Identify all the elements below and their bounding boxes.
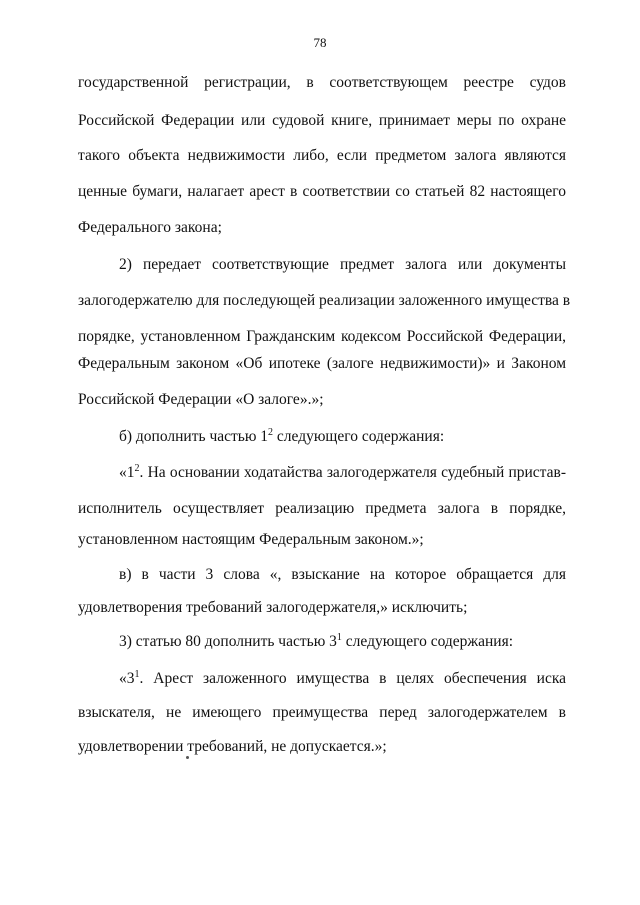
text-fragment: б) дополнить частью 1 [119,428,269,445]
text-fragment: . На основании ходатайства залогодержателя судебный пристав- [139,464,566,481]
text-line [119,427,566,447]
text-fragment: «3 [119,670,135,687]
text-line: порядке, установленном Гражданским кодексом Российской Федерации, [78,328,566,345]
text-line: удовлетворении требований, не допускается.»; [78,738,387,755]
text-fragment: «1 [119,464,135,481]
text-line: исполнитель осуществляет реализацию предмета залога в порядке, [78,500,566,517]
text-line [119,632,566,652]
text-fragment: 3) статью 80 дополнить частью 3 [119,633,337,650]
text-line: удовлетворения требований залогодержателя,» исключить; [78,599,468,616]
text-line: государственной регистрации, в соответствующем реестре судов [78,74,566,91]
superscript: 2 [134,462,140,474]
text-line: установленном настоящим Федеральным законом.»; [78,531,424,548]
text-line: Федерального закона; [78,219,222,236]
text-line: такого объекта недвижимости либо, если предметом залога являются [78,147,566,164]
text-line [119,669,566,689]
text-line: в) в части 3 слова «, взыскание на которое обращается для [119,566,566,583]
scan-speck [186,756,189,759]
text-line: 2) передает соответствующие предмет залога или документы [119,256,566,273]
text-fragment: . Арест заложенного имущества в целях обеспечения иска [139,670,566,687]
text-line: Российской Федерации или судовой книге, принимает меры по охране [78,112,566,129]
text-line: взыскателя, не имеющего преимущества перед залогодержателем в [78,704,566,721]
text-line: ценные бумаги, налагает арест в соответствии со статьей 82 настоящего [78,183,566,200]
text-line: Российской Федерации «О залоге».»; [78,391,324,408]
superscript: 1 [336,631,342,643]
text-line [119,463,566,483]
text-fragment: следующего содержания: [273,428,445,445]
page-number: 78 [313,35,327,50]
superscript: 1 [134,668,140,680]
text-fragment: следующего содержания: [341,633,514,650]
text-line: Федеральным законом «Об ипотеке (залоге недвижимости)» и Законом [78,355,566,372]
text-line: залогодержателю для последующей реализации заложенного имущества в [78,292,571,309]
superscript: 2 [268,426,274,438]
